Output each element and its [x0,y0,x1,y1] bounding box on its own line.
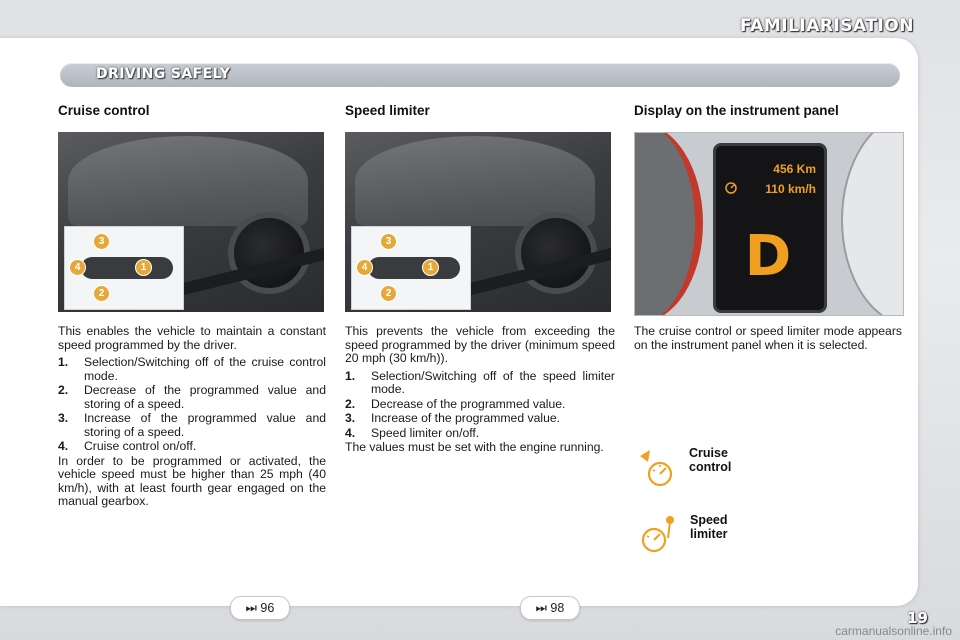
instrument-panel-photo [634,132,904,316]
badge-3: 3 [93,233,110,250]
odometer-readout: 456 Km [773,162,816,176]
cruise-intro: This enables the vehicle to maintain a constant speed programmed by the driver. [58,324,326,352]
lever-shape [81,257,173,279]
list-item: 4. Cruise control on/off. [58,439,197,453]
limiter-outro: The values must be set with the engine running. [345,440,604,454]
content-panel [0,38,918,606]
limiter-intro: This prevents the vehicle from exceeding the speed programmed by the driver (minimum speed 20 mph (30 km/h)). [345,324,615,365]
control-knob [515,212,597,294]
list-item: 4. Speed limiter on/off. [345,425,480,440]
control-knob [228,212,310,294]
gear-indicator: D [744,224,792,289]
display-description [634,325,902,356]
list-item: 2. Decrease of the programmed value and storing of a speed. [58,383,326,411]
speed-limiter-icon [638,514,678,561]
watermark: carmanualsonline.info [835,624,952,638]
instrument-display [713,143,827,313]
badge-4: 4 [69,259,86,276]
stalk-detail-inset [64,226,184,310]
skip-forward-icon: ⏭ [245,601,257,615]
cruise-control-photo [58,132,324,312]
list-item: 1. Selection/Switching off of the speed limiter mode. [345,368,615,396]
cruise-control-heading: Cruise control [58,103,150,118]
list-item: 1. Selection/Switching off of the cruise control mode. [58,355,326,383]
cruise-control-description [58,325,326,513]
speedometer-gauge [841,132,904,316]
list-item: 3. Increase of the programmed value. [345,411,561,425]
page-reference-number: 98 [550,601,565,615]
section-title: DRIVING SAFELY [96,66,231,82]
section-banner [60,63,900,87]
badge-1: 1 [135,259,152,276]
page-reference-number: 96 [260,601,275,615]
display-heading: Display on the instrument panel [634,103,839,118]
badge-3: 3 [380,233,397,250]
badge-1: 1 [422,259,439,276]
badge-4: 4 [356,259,373,276]
badge-2: 2 [93,285,110,302]
lever-shape [368,257,460,279]
set-speed-readout: 110 km/h [765,182,816,196]
tachometer-gauge [634,132,703,316]
stalk-detail-inset [351,226,471,310]
page-reference-link[interactable] [520,596,580,620]
cruise-control-icon [724,180,738,194]
speed-limiter-photo [345,132,611,312]
cruise-outro: In order to be programmed or activated, the vehicle speed must be higher than 25 mph (40 km/h), with at least fourth gear engaged on the manual gearbox. [58,453,326,508]
badge-2: 2 [380,285,397,302]
speed-limiter-legend-label: Speed limiter [690,513,728,541]
page-reference-link[interactable] [230,596,290,620]
display-text: The cruise control or speed limiter mode appears on the instrument panel when it is selected. [634,324,902,352]
page-number: 19 [907,609,928,627]
chapter-title: FAMILIARISATION [740,16,914,36]
list-item: 3. Increase of the programmed value and storing of a speed. [58,411,326,439]
skip-forward-icon: ⏭ [535,601,547,615]
speed-limiter-description [345,325,615,459]
cruise-control-legend-label: Cruise control [689,446,732,474]
cruise-control-icon [638,448,678,495]
list-item: 2. Decrease of the programmed value. [345,396,566,411]
speed-limiter-heading: Speed limiter [345,103,430,118]
